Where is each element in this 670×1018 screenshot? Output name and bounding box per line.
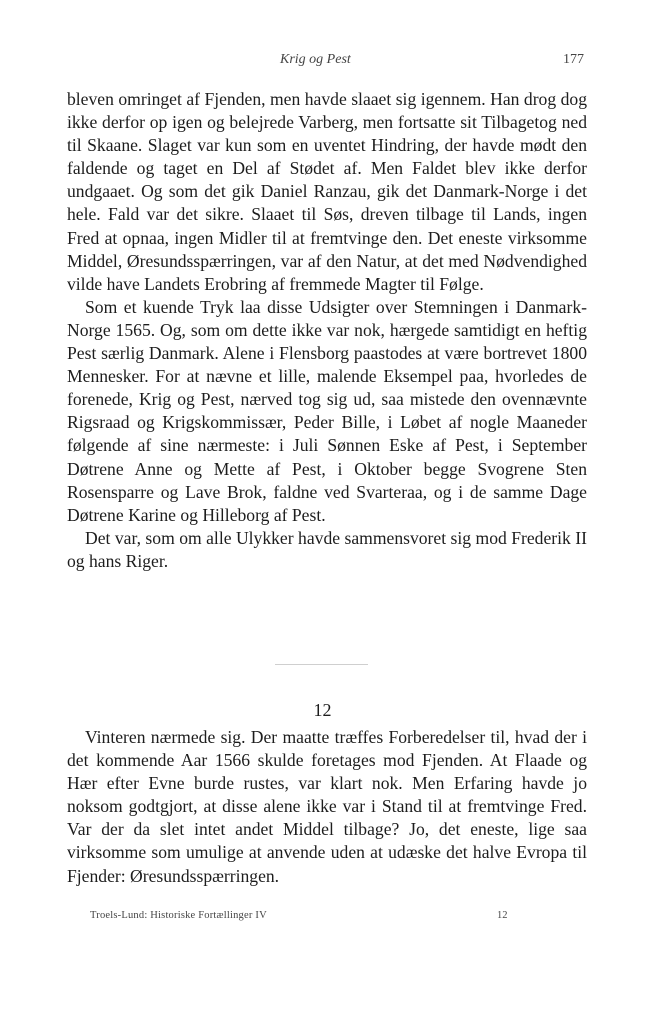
footer-signature: 12 (497, 910, 508, 921)
footer-source: Troels-Lund: Historiske Fortællinger IV (90, 910, 267, 921)
body-text (67, 88, 587, 573)
paragraph: Det var, som om alle Ulykker havde sammensvoret sig mod Frederik II og hans Riger. (67, 527, 587, 571)
paragraph: Vinteren nærmede sig. Der maatte træffes Forberedelser til, hvad der i det kommende Aar 1566 skulde foretages mod Fjenden. At Flaade og Hær efter Evne burde rustes, var klart nok. Men Erfaring havde jo noksom godtgjort, at disse alene ikke var i Stand til at fremtvinge Fred. Var der da slet intet andet Middel tilbage? Jo, det eneste, lige saa virksomme som umulige at anvende uden at udæske det halve Evropa til Fjender: Øresundsspærringen. (67, 727, 587, 886)
paragraph: Som et kuende Tryk laa disse Udsigter over Stemningen i Danmark-Norge 1565. Og, som om dette ikke var nok, hærgede samtidigt en heftig Pest særlig Danmark. Alene i Flensborg paastodes at være bortrevet 1800 Mennesker. For at nævne et lille, malende Eksempel paa, hvorledes de forenede, Krig og Pest, nærved tog sig ud, saa mistede den ovennævnte Rigsraad og Krigskommissær, Peder Bille, i Løbet af nogle Maaneder følgende af sine nærmeste: i Juli Sønnen Eske af Pest, i September Døtrene Anne og Mette af Pest, i Oktober begge Svogrene Sten Rosensparre og Lave Brok, faldne ved Svarteraa, og i de samme Dage Døtrene Karine og Hilleborg af Pest. (67, 296, 587, 525)
paragraph: bleven omringet af Fjenden, men havde slaaet sig igennem. Han drog dog ikke derfor op igen og belejrede Varberg, men fortsatte sit Tilbagetog ned til Skaane. Slaget var kun som en uventet Hindring, der havde mødt den faldende og taget en Del af Stødet af. Men Faldet blev ikke derfor undgaaet. Og som det gik Daniel Ranzau, gik det Danmark-Norge i det hele. Fald var det sikre. Slaaet til Søs, dreven tilbage til Lands, ingen Fred at opnaa, ingen Midler til at fremtvinge den. Det eneste virksomme Middel, Øresundsspærringen, var af den Natur, at det med Nødvendighed vilde have Landets Erobring af fremmede Magter til Følge. (67, 89, 587, 294)
page-number: 177 (563, 52, 584, 67)
running-title: Krig og Pest (280, 52, 351, 67)
page-footer (0, 910, 670, 926)
section-body-text (67, 726, 587, 888)
section-number: 12 (313, 700, 332, 720)
section-divider (275, 664, 368, 665)
running-head (0, 52, 670, 72)
